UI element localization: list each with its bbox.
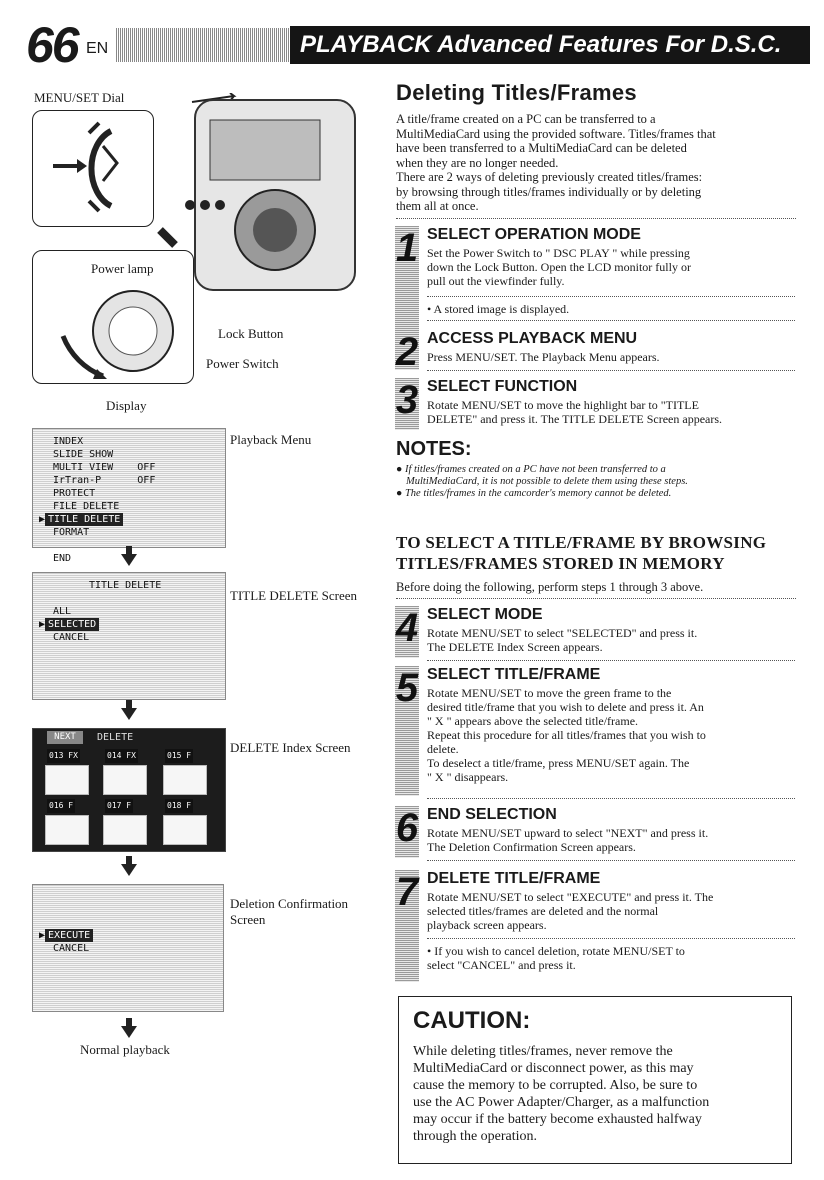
menu-item: IrTran-P OFF <box>53 475 156 486</box>
playback-menu-caption: Playback Menu <box>230 432 312 447</box>
divider <box>427 798 795 799</box>
delete-index-screen <box>32 728 226 852</box>
delete-index-caption: DELETE Index Screen <box>230 740 351 755</box>
title-delete-caption: TITLE DELETE Screen <box>230 588 358 603</box>
delete-label: DELETE <box>97 732 134 743</box>
step-6 <box>395 806 795 858</box>
language-label: EN <box>86 40 109 57</box>
menu-item-highlighted: ▶ SELECTED <box>33 618 225 631</box>
subsection-title-line2: TITLES/FRAMES STORED IN MEMORY <box>396 554 725 573</box>
step-number: 3 <box>395 378 419 430</box>
power-switch-dial-illustration <box>33 281 193 381</box>
screen-title: TITLE DELETE <box>89 580 162 591</box>
step-heading: SELECT MODE <box>427 606 543 623</box>
thumb-label: 014 FX <box>105 749 138 763</box>
step-heading: SELECT TITLE/FRAME <box>427 666 601 683</box>
thumbnail <box>163 815 207 845</box>
step-1 <box>395 226 795 342</box>
subsection-intro: Before doing the following, perform steps 1 through 3 above. <box>396 580 704 594</box>
step-7 <box>395 870 795 982</box>
step-number: 1 <box>395 226 419 342</box>
confirm-caption-line2: Screen <box>230 912 266 927</box>
step-text: Rotate MENU/SET to select "SELECTED" and press it. The DELETE Index Screen appears. <box>427 626 698 654</box>
thumb-label: 013 FX <box>47 749 80 763</box>
confirm-caption-line1: Deletion Confirmation <box>230 896 349 911</box>
down-arrow-icon <box>121 546 137 566</box>
bullet-icon: ● <box>396 488 405 499</box>
step-text: Rotate MENU/SET upward to select "NEXT" and press it. The Deletion Confirmation Screen appears. <box>427 826 709 854</box>
pointer-icon: ▶ <box>39 619 46 630</box>
menu-item: PROTECT <box>53 488 96 499</box>
next-label: NEXT <box>47 731 83 744</box>
step-2 <box>395 330 795 374</box>
thumbnail <box>103 765 147 795</box>
thumbnail <box>45 765 89 795</box>
step-bullet: • A stored image is displayed. <box>427 302 570 316</box>
step-bullet: • If you wish to cancel deletion, rotate MENU/SET to select "CANCEL" and press it. <box>427 944 685 972</box>
title-delete-screen <box>32 572 226 700</box>
step-number: 2 <box>395 330 419 374</box>
step-heading: SELECT OPERATION MODE <box>427 226 641 243</box>
menu-item: ALL <box>53 606 72 617</box>
playback-menu-screen <box>32 428 226 564</box>
lock-button-label: Lock Button <box>218 326 284 341</box>
step-heading: ACCESS PLAYBACK MENU <box>427 330 638 347</box>
down-arrow-icon <box>121 700 137 720</box>
power-lamp-label: Power lamp <box>91 261 154 276</box>
menu-item: FILE DELETE <box>53 501 120 512</box>
thumb-label: 018 F <box>165 799 193 813</box>
down-arrow-icon <box>121 1018 137 1038</box>
step-number: 6 <box>395 806 419 858</box>
divider <box>427 860 795 861</box>
pointer-icon: ▶ <box>39 930 46 941</box>
divider <box>427 660 795 661</box>
power-switch-label: Power Switch <box>206 356 279 371</box>
notes-list: ● If titles/frames created on a PC have not been transferred to a MultiMediaCard, it is not possible to delete them using these steps. ● The titles/frames in the camcorder's memory cannot be deleted. <box>396 464 688 499</box>
thumb-label: 016 F <box>47 799 75 813</box>
divider <box>427 938 795 939</box>
thumbnail <box>45 815 89 845</box>
divider <box>396 218 796 219</box>
thumb-label: 015 F <box>165 749 193 763</box>
menu-item: FORMAT <box>53 527 90 538</box>
step-text: Rotate MENU/SET to move the highlight bar to "TITLE DELETE" and press it. The TITLE DELETE Screen appears. <box>427 398 723 426</box>
menu-item: SLIDE SHOW <box>53 449 114 460</box>
step-4 <box>395 606 795 658</box>
menu-item: MULTI VIEW OFF <box>53 462 156 473</box>
notes-heading: NOTES: <box>396 438 472 460</box>
display-label: Display <box>106 398 147 413</box>
menu-item: INDEX <box>53 436 84 447</box>
step-number: 4 <box>395 606 419 658</box>
step-text: Press MENU/SET. The Playback Menu appears. <box>427 350 660 364</box>
step-text: Rotate MENU/SET to select "EXECUTE" and press it. The selected titles/frames are deleted and the normal playback screen appears. <box>427 890 714 932</box>
menu-item-highlighted: ▶ TITLE DELETE <box>33 513 225 526</box>
step-heading: SELECT FUNCTION <box>427 378 578 395</box>
step-heading: END SELECTION <box>427 806 557 823</box>
step-5 <box>395 666 795 796</box>
page-number: 66 <box>26 17 78 73</box>
menu-item: END <box>53 553 72 564</box>
subsection-title-line1: TO SELECT A TITLE/FRAME BY BROWSING <box>396 533 767 552</box>
dial-illustration <box>33 111 153 226</box>
thumbnail <box>163 765 207 795</box>
menu-item: CANCEL <box>53 943 90 954</box>
thumb-label: 017 F <box>105 799 133 813</box>
thumbnail <box>103 815 147 845</box>
section-title: Deleting Titles/Frames <box>396 80 637 105</box>
caution-heading: CAUTION: <box>413 1007 531 1034</box>
pointer-icon: ▶ <box>39 514 46 525</box>
step-number: 7 <box>395 870 419 982</box>
caution-text: While deleting titles/frames, never remove the MultiMediaCard or disconnect power, as this may cause the memory to be corrupted. Also, be sure to use the AC Power Adapter/Charger, as a malfunction may occur if the battery become exhausted halfway through the operation. <box>413 1044 710 1144</box>
menu-item: CANCEL <box>53 632 90 643</box>
step-text: Set the Power Switch to " DSC PLAY " while pressing down the Lock Button. Open the LCD monitor fully or pull out the viewfinder fully. <box>427 246 691 288</box>
step-heading: DELETE TITLE/FRAME <box>427 870 601 887</box>
dial-inset <box>32 110 154 227</box>
step-number: 5 <box>395 666 419 796</box>
bullet-icon: ● <box>396 464 405 475</box>
step-3 <box>395 378 795 430</box>
divider <box>427 370 795 371</box>
deletion-confirmation-screen <box>32 884 224 1012</box>
menu-set-dial-label: MENU/SET Dial <box>34 90 125 105</box>
step-text: Rotate MENU/SET to move the green frame to the desired title/frame that you wish to delete and press it. An " X " appears above the selected title/frame. Repeat this procedure for all titles/frames that you wish to delete. To deselect a title/frame, press MENU/SET again. The " X " disappears. <box>427 686 706 784</box>
page-title: PLAYBACK Advanced Features For D.S.C. (cont.) <box>290 26 810 64</box>
menu-item-highlighted: ▶ EXECUTE <box>33 929 223 942</box>
down-arrow-icon <box>121 856 137 876</box>
normal-playback-label: Normal playback <box>80 1042 170 1057</box>
divider <box>427 320 795 321</box>
divider <box>427 296 795 297</box>
caution-box <box>398 996 792 1164</box>
power-switch-inset <box>32 250 194 384</box>
intro-text: A title/frame created on a PC can be transferred to a MultiMediaCard using the provided software. Titles/frames that have been transferred to a MultiMediaCard can be deleted when they are no longer needed. There are 2 ways of deleting previously created titles/frames: by browsing through titles/frames individually or by deleting them all at once. <box>396 112 716 213</box>
divider <box>396 598 796 599</box>
